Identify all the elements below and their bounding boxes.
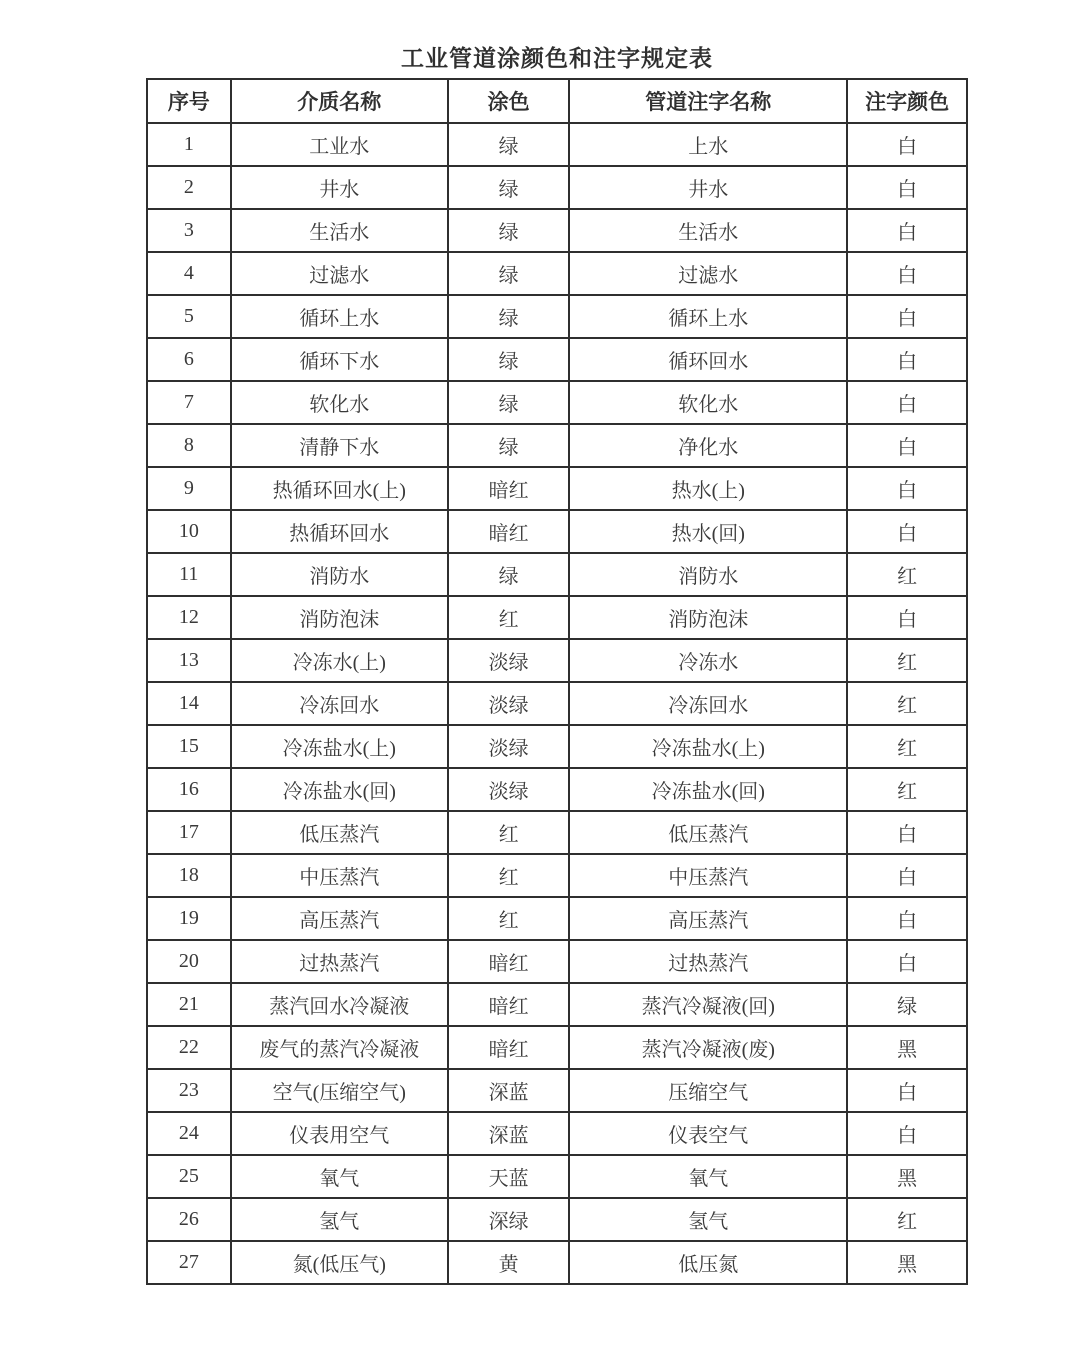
table-row bbox=[147, 854, 967, 897]
table-cell: 22 bbox=[147, 1026, 231, 1069]
header-row bbox=[147, 79, 967, 123]
table-cell: 热循环回水(上) bbox=[231, 467, 448, 510]
table-cell: 17 bbox=[147, 811, 231, 854]
table-cell: 废气的蒸汽冷凝液 bbox=[231, 1026, 448, 1069]
table-cell: 绿 bbox=[448, 123, 569, 166]
table-cell: 消防泡沫 bbox=[569, 596, 847, 639]
table-cell: 13 bbox=[147, 639, 231, 682]
table-cell: 白 bbox=[847, 123, 967, 166]
table-cell: 消防泡沫 bbox=[231, 596, 448, 639]
table-cell: 高压蒸汽 bbox=[231, 897, 448, 940]
table-cell: 绿 bbox=[448, 424, 569, 467]
table-cell: 1 bbox=[147, 123, 231, 166]
table-cell: 淡绿 bbox=[448, 682, 569, 725]
table-cell: 中压蒸汽 bbox=[569, 854, 847, 897]
table-cell: 白 bbox=[847, 510, 967, 553]
table-cell: 14 bbox=[147, 682, 231, 725]
table-cell: 井水 bbox=[569, 166, 847, 209]
table-cell: 绿 bbox=[847, 983, 967, 1026]
table-cell: 18 bbox=[147, 854, 231, 897]
table-cell: 净化水 bbox=[569, 424, 847, 467]
table-cell: 红 bbox=[847, 639, 967, 682]
table-cell: 氢气 bbox=[231, 1198, 448, 1241]
table-cell: 井水 bbox=[231, 166, 448, 209]
table-row bbox=[147, 1241, 967, 1284]
table-cell: 低压蒸汽 bbox=[569, 811, 847, 854]
table-cell: 冷冻盐水(上) bbox=[569, 725, 847, 768]
table-cell: 上水 bbox=[569, 123, 847, 166]
table-cell: 软化水 bbox=[231, 381, 448, 424]
table-cell: 绿 bbox=[448, 553, 569, 596]
table-cell: 15 bbox=[147, 725, 231, 768]
table-cell: 10 bbox=[147, 510, 231, 553]
table-cell: 红 bbox=[847, 725, 967, 768]
table-cell: 蒸汽回水冷凝液 bbox=[231, 983, 448, 1026]
table-row bbox=[147, 897, 967, 940]
table-cell: 红 bbox=[448, 596, 569, 639]
table-cell: 红 bbox=[847, 553, 967, 596]
table-cell: 9 bbox=[147, 467, 231, 510]
table-cell: 冷冻盐水(上) bbox=[231, 725, 448, 768]
column-header-4: 注字颜色 bbox=[847, 79, 967, 123]
table-cell: 高压蒸汽 bbox=[569, 897, 847, 940]
table-cell: 白 bbox=[847, 1069, 967, 1112]
table-cell: 绿 bbox=[448, 166, 569, 209]
table-cell: 淡绿 bbox=[448, 639, 569, 682]
table-cell: 冷冻水(上) bbox=[231, 639, 448, 682]
table-cell: 白 bbox=[847, 940, 967, 983]
table-cell: 20 bbox=[147, 940, 231, 983]
table-cell: 12 bbox=[147, 596, 231, 639]
table-cell: 冷冻盐水(回) bbox=[231, 768, 448, 811]
table-cell: 黑 bbox=[847, 1241, 967, 1284]
table-cell: 黄 bbox=[448, 1241, 569, 1284]
table-row bbox=[147, 123, 967, 166]
table-cell: 白 bbox=[847, 467, 967, 510]
table-cell: 过热蒸汽 bbox=[569, 940, 847, 983]
table-row bbox=[147, 1198, 967, 1241]
table-row bbox=[147, 553, 967, 596]
table-cell: 消防水 bbox=[231, 553, 448, 596]
table-cell: 中压蒸汽 bbox=[231, 854, 448, 897]
column-header-3: 管道注字名称 bbox=[569, 79, 847, 123]
table-row bbox=[147, 381, 967, 424]
table-cell: 白 bbox=[847, 252, 967, 295]
table-cell: 仪表空气 bbox=[569, 1112, 847, 1155]
table-cell: 冷冻回水 bbox=[569, 682, 847, 725]
table-cell: 氮(低压气) bbox=[231, 1241, 448, 1284]
table-cell: 低压蒸汽 bbox=[231, 811, 448, 854]
table-cell: 白 bbox=[847, 295, 967, 338]
table-cell: 白 bbox=[847, 381, 967, 424]
table-cell: 3 bbox=[147, 209, 231, 252]
table-row bbox=[147, 682, 967, 725]
table-cell: 冷冻盐水(回) bbox=[569, 768, 847, 811]
table-cell: 27 bbox=[147, 1241, 231, 1284]
table-cell: 4 bbox=[147, 252, 231, 295]
table-cell: 蒸汽冷凝液(废) bbox=[569, 1026, 847, 1069]
table-cell: 绿 bbox=[448, 381, 569, 424]
table-cell: 消防水 bbox=[569, 553, 847, 596]
table-body bbox=[147, 123, 967, 1284]
table-row bbox=[147, 983, 967, 1026]
table-cell: 循环上水 bbox=[231, 295, 448, 338]
table-row bbox=[147, 295, 967, 338]
table-cell: 过滤水 bbox=[569, 252, 847, 295]
pipeline-color-regulation-table bbox=[146, 78, 968, 1285]
table-row bbox=[147, 596, 967, 639]
table-cell: 冷冻回水 bbox=[231, 682, 448, 725]
table-cell: 氧气 bbox=[569, 1155, 847, 1198]
table-cell: 天蓝 bbox=[448, 1155, 569, 1198]
table-cell: 白 bbox=[847, 209, 967, 252]
table-cell: 白 bbox=[847, 854, 967, 897]
table-cell: 过热蒸汽 bbox=[231, 940, 448, 983]
table-cell: 7 bbox=[147, 381, 231, 424]
table-cell: 仪表用空气 bbox=[231, 1112, 448, 1155]
table-cell: 红 bbox=[448, 811, 569, 854]
table-cell: 白 bbox=[847, 811, 967, 854]
table-cell: 循环回水 bbox=[569, 338, 847, 381]
table-cell: 循环上水 bbox=[569, 295, 847, 338]
table-row bbox=[147, 768, 967, 811]
table-cell: 绿 bbox=[448, 209, 569, 252]
table-cell: 白 bbox=[847, 338, 967, 381]
table-row bbox=[147, 338, 967, 381]
table-cell: 黑 bbox=[847, 1026, 967, 1069]
table-cell: 清静下水 bbox=[231, 424, 448, 467]
table-cell: 深蓝 bbox=[448, 1069, 569, 1112]
table-cell: 暗红 bbox=[448, 983, 569, 1026]
table-cell: 暗红 bbox=[448, 1026, 569, 1069]
table-cell: 红 bbox=[847, 682, 967, 725]
table-row bbox=[147, 725, 967, 768]
table-cell: 热循环回水 bbox=[231, 510, 448, 553]
table-cell: 软化水 bbox=[569, 381, 847, 424]
table-cell: 淡绿 bbox=[448, 768, 569, 811]
table-row bbox=[147, 1155, 967, 1198]
table-cell: 白 bbox=[847, 596, 967, 639]
table-cell: 生活水 bbox=[569, 209, 847, 252]
table-cell: 工业水 bbox=[231, 123, 448, 166]
table-cell: 红 bbox=[847, 768, 967, 811]
table-row bbox=[147, 811, 967, 854]
table-cell: 21 bbox=[147, 983, 231, 1026]
table-cell: 11 bbox=[147, 553, 231, 596]
table-cell: 压缩空气 bbox=[569, 1069, 847, 1112]
table-row bbox=[147, 639, 967, 682]
table-cell: 26 bbox=[147, 1198, 231, 1241]
table-cell: 8 bbox=[147, 424, 231, 467]
table-cell: 绿 bbox=[448, 295, 569, 338]
table-cell: 暗红 bbox=[448, 467, 569, 510]
table-row bbox=[147, 424, 967, 467]
table-row bbox=[147, 1069, 967, 1112]
table-head bbox=[147, 79, 967, 123]
table-cell: 过滤水 bbox=[231, 252, 448, 295]
table-cell: 红 bbox=[448, 897, 569, 940]
table-row bbox=[147, 467, 967, 510]
table-cell: 氢气 bbox=[569, 1198, 847, 1241]
table-cell: 6 bbox=[147, 338, 231, 381]
table-row bbox=[147, 1026, 967, 1069]
table-cell: 2 bbox=[147, 166, 231, 209]
table-cell: 暗红 bbox=[448, 940, 569, 983]
column-header-1: 介质名称 bbox=[231, 79, 448, 123]
column-header-0: 序号 bbox=[147, 79, 231, 123]
table-cell: 氧气 bbox=[231, 1155, 448, 1198]
table-cell: 淡绿 bbox=[448, 725, 569, 768]
table-cell: 红 bbox=[847, 1198, 967, 1241]
table-row bbox=[147, 1112, 967, 1155]
table-cell: 白 bbox=[847, 166, 967, 209]
table-cell: 5 bbox=[147, 295, 231, 338]
table-cell: 空气(压缩空气) bbox=[231, 1069, 448, 1112]
table-cell: 白 bbox=[847, 1112, 967, 1155]
table-cell: 热水(回) bbox=[569, 510, 847, 553]
table-cell: 红 bbox=[448, 854, 569, 897]
table-cell: 生活水 bbox=[231, 209, 448, 252]
table-cell: 深绿 bbox=[448, 1198, 569, 1241]
table-cell: 19 bbox=[147, 897, 231, 940]
table-row bbox=[147, 166, 967, 209]
table-cell: 蒸汽冷凝液(回) bbox=[569, 983, 847, 1026]
page-title: 工业管道涂颜色和注字规定表 bbox=[401, 46, 713, 71]
table-cell: 24 bbox=[147, 1112, 231, 1155]
table-cell: 白 bbox=[847, 897, 967, 940]
table-cell: 绿 bbox=[448, 338, 569, 381]
table-cell: 白 bbox=[847, 424, 967, 467]
table-cell: 暗红 bbox=[448, 510, 569, 553]
table-cell: 16 bbox=[147, 768, 231, 811]
table-row bbox=[147, 252, 967, 295]
table-cell: 绿 bbox=[448, 252, 569, 295]
table-cell: 25 bbox=[147, 1155, 231, 1198]
table-cell: 深蓝 bbox=[448, 1112, 569, 1155]
table-cell: 黑 bbox=[847, 1155, 967, 1198]
table-cell: 热水(上) bbox=[569, 467, 847, 510]
column-header-2: 涂色 bbox=[448, 79, 569, 123]
table-cell: 循环下水 bbox=[231, 338, 448, 381]
table-cell: 冷冻水 bbox=[569, 639, 847, 682]
table-cell: 低压氮 bbox=[569, 1241, 847, 1284]
table-row bbox=[147, 209, 967, 252]
table-row bbox=[147, 510, 967, 553]
table-cell: 23 bbox=[147, 1069, 231, 1112]
table-row bbox=[147, 940, 967, 983]
